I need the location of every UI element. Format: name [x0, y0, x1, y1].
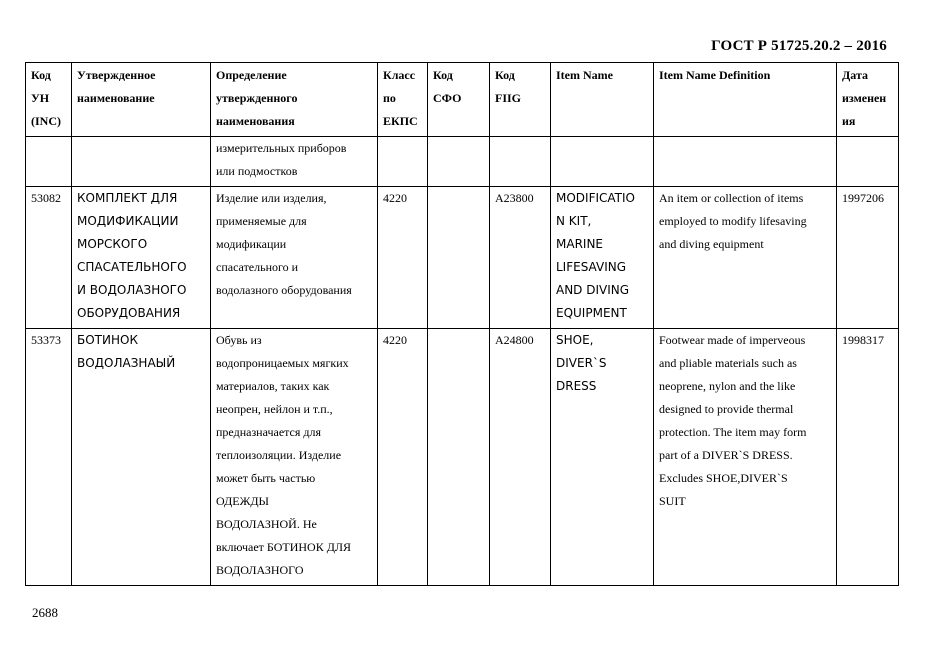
- header-sfo: Код СФО: [428, 63, 490, 137]
- cell-class: [378, 137, 428, 187]
- table-row: [26, 187, 899, 329]
- header-definition: Определение утвержденного наименования: [211, 63, 378, 137]
- cell-definition: Обувь из водопроницаемых мягких материалов, таких как неопрен, нейлон и т.п., предназначается для теплоизоляции. Изделие может быть частью ОДЕЖДЫ ВОДОЛАЗНОЙ. Не включает БОТИНОК ДЛЯ ВОДОЛАЗНОГО: [211, 329, 378, 586]
- cell-date: [837, 137, 899, 187]
- cell-sfo: [428, 187, 490, 329]
- cell-class: 4220: [378, 329, 428, 586]
- cell-name: [72, 137, 211, 187]
- cell-fiig: A23800: [490, 187, 551, 329]
- cell-fiig: A24800: [490, 329, 551, 586]
- cell-sfo: [428, 137, 490, 187]
- document-title: ГОСТ Р 51725.20.2 – 2016: [711, 38, 887, 54]
- cell-item-definition: Footwear made of imperveous and pliable materials such as neoprene, nylon and the like designed to provide thermal protection. The item may form part of a DIVER`S DRESS. Excludes SHOE,DIVER`S SUIT: [654, 329, 837, 586]
- cell-definition: измерительных приборов или подмостков: [211, 137, 378, 187]
- table-row-continuation: [26, 137, 899, 187]
- header-inc: Код УН (INC): [26, 63, 72, 137]
- header-class: Класс по ЕКПС: [378, 63, 428, 137]
- cell-definition: Изделие или изделия, применяемые для модификации спасательного и водолазного оборудования: [211, 187, 378, 329]
- header-date: Дата изменен ия: [837, 63, 899, 137]
- cell-class: 4220: [378, 187, 428, 329]
- table-row: [26, 329, 899, 586]
- cell-sfo: [428, 329, 490, 586]
- catalog-table: [25, 62, 899, 586]
- cell-item-definition: [654, 137, 837, 187]
- cell-item-name: SHOE, DIVER`S DRESS: [551, 329, 654, 586]
- header-item-name: Item Name: [551, 63, 654, 137]
- cell-inc: [26, 137, 72, 187]
- page-number: 2688: [32, 605, 58, 620]
- cell-item-definition: An item or collection of items employed to modify lifesaving and diving equipment: [654, 187, 837, 329]
- cell-inc: 53373: [26, 329, 72, 586]
- cell-item-name: [551, 137, 654, 187]
- header-approved-name: Утвержденное наименование: [72, 63, 211, 137]
- header-fiig: Код FIIG: [490, 63, 551, 137]
- cell-date: 1998317: [837, 329, 899, 586]
- cell-name: КОМПЛЕКТ ДЛЯ МОДИФИКАЦИИ МОРСКОГО СПАСАТЕЛЬНОГО И ВОДОЛАЗНОГО ОБОРУДОВАНИЯ: [72, 187, 211, 329]
- header-row: [26, 63, 899, 137]
- cell-item-name: MODIFICATIO N KIT, MARINE LIFESAVING AND DIVING EQUIPMENT: [551, 187, 654, 329]
- cell-inc: 53082: [26, 187, 72, 329]
- header-item-definition: Item Name Definition: [654, 63, 837, 137]
- cell-name: БОТИНОК ВОДОЛАЗНАЫЙ: [72, 329, 211, 586]
- cell-date: 1997206: [837, 187, 899, 329]
- cell-fiig: [490, 137, 551, 187]
